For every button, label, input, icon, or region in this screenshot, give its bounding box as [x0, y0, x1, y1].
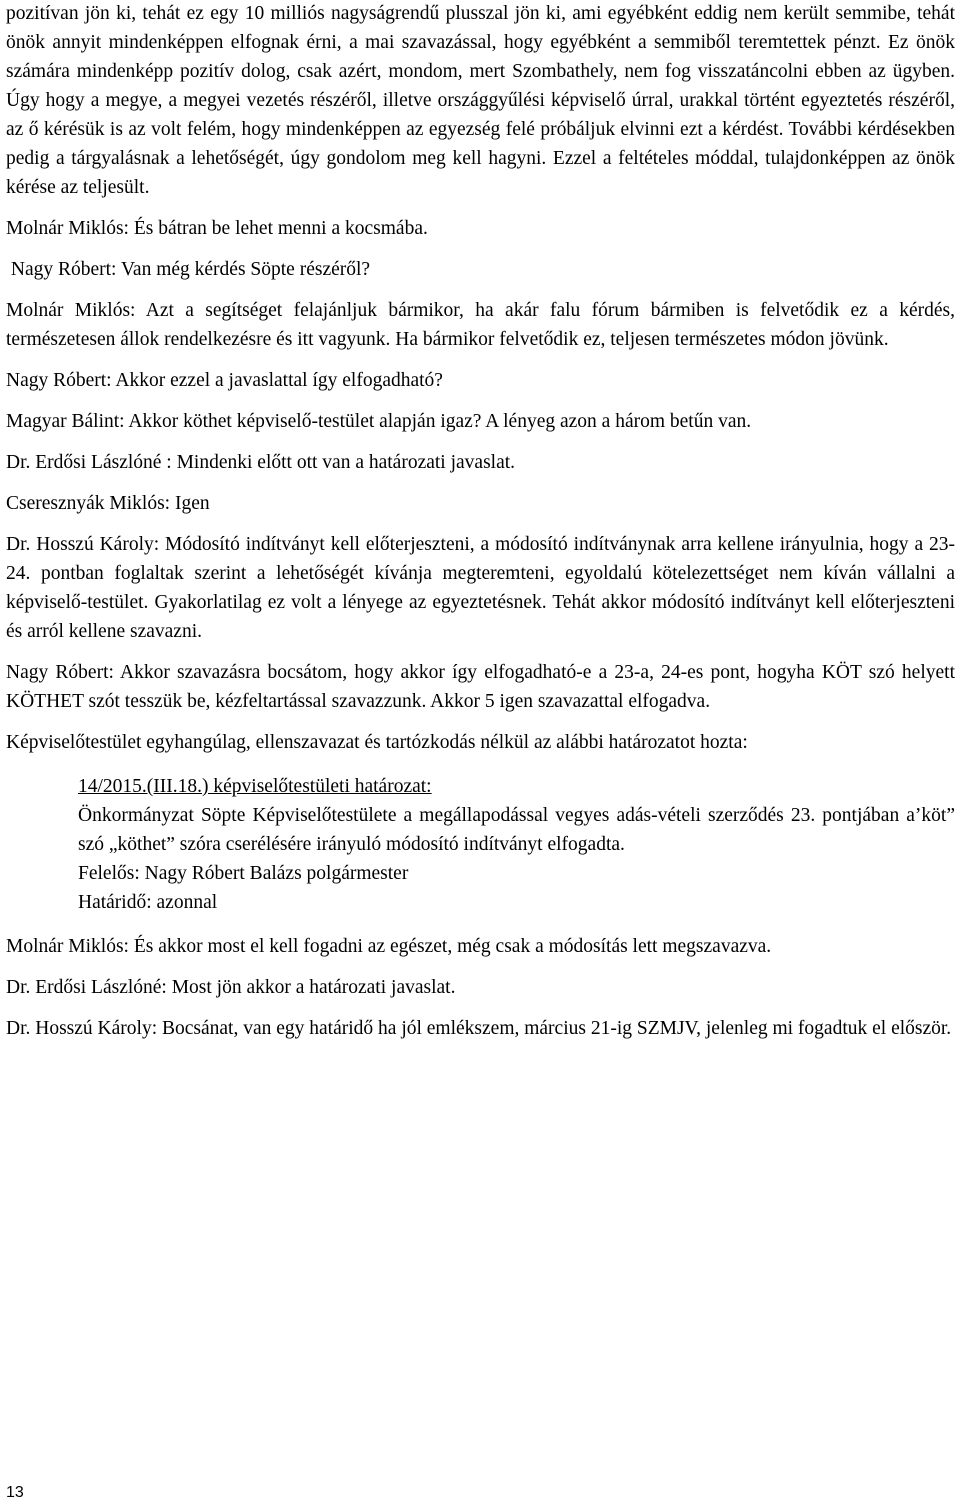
paragraph-molnar-egesz: Molnár Miklós: És akkor most el kell fogadni az egészet, még csak a módosítás lett megszavazva.	[6, 936, 772, 957]
paragraph-kepviselotestulet: Képviselőtestület egyhangúlag, ellenszavazat és tartózkodás nélkül az alábbi határozatot hozta:	[6, 732, 748, 753]
paragraph-molnar-segitseg: Molnár Miklós: Azt a segítséget felajánljuk bármikor, ha akár falu fórum bármiben is felvetődik ez a kérdés, természetesen állok rendelkezésre és itt vagyunk. Ha bármikor felvetődik ez, teljesen természetes módon jövünk.	[6, 300, 955, 350]
document-page	[6, 0, 955, 1043]
paragraph-intro: pozitívan jön ki, tehát ez egy 10 milliós nagyságrendű plusszal jön ki, ami egyébként eddig nem került semmibe, tehát önök annyit mindenképpen elfognak érni, a mai szavazással, hogy egyébként a semmiből teremtettek pénzt. Ez önök számára mindenképp pozitív dolog, csak azért, mondom, mert Szombathely, nem fog visszatáncolni ebben az ügyben. Úgy hogy a megye, a megyei vezetés részéről, illetve országgyűlési képviselő úrral, urakkal történt egyeztetés részéről, az ő kérésük is az volt felém, hogy mindenképpen az egyezség felé próbáljuk elvinni ezt a kérdést. További kérdésekben pedig a tárgyalásnak a lehetőségét, úgy gondolom meg kell hagyni. Ezzel a feltételes móddal, tulajdonképpen az önök kérése az teljesült.	[6, 3, 955, 198]
paragraph-hosszu-modosito: Dr. Hosszú Károly: Módosító indítványt kell előterjeszteni, a módosító indítványnak arra kellene irányulnia, hogy a 23-24. pontban foglaltak szerint a lehetőségét kívánja megteremteni, egyoldalú kötelezettséget nem kíván vállalni a képviselő-testület. Gyakorlatilag ez volt a lényege az egyeztetésnek. Tehát akkor módosító indítványt kell előterjeszteni és arról kellene szavazni.	[6, 534, 955, 642]
paragraph-nagy-kerdes: Nagy Róbert: Van még kérdés Söpte részéről?	[6, 259, 371, 280]
paragraph-hosszu-hatarido: Dr. Hosszú Károly: Bocsánat, van egy határidő ha jól emlékszem, március 21-ig SZMJV, jelenleg mi fogadtuk el először.	[6, 1018, 952, 1039]
paragraph-erdosi-javaslat: Dr. Erdősi Lászlóné : Mindenki előtt ott van a határozati javaslat.	[6, 452, 516, 473]
paragraph-magyar-kothet: Magyar Bálint: Akkor köthet képviselő-testület alapján igaz? A lényeg azon a három betűn van.	[6, 411, 752, 432]
resolution-responsible: Felelős: Nagy Róbert Balázs polgármester	[78, 863, 409, 884]
paragraph-nagy-javaslat: Nagy Róbert: Akkor ezzel a javaslattal így elfogadható?	[6, 370, 443, 391]
resolution-body: Önkormányzat Söpte Képviselőtestülete a megállapodással vegyes adás-vételi szerződés 23. pontjában a’köt” szó „köthet” szóra cserélésére irányuló módosító indítványt elfogadta.	[78, 805, 955, 855]
resolution-deadline: Határidő: azonnal	[78, 892, 218, 913]
resolution-title: 14/2015.(III.18.) képviselőtestületi határozat:	[78, 776, 432, 797]
paragraph-erdosi-most: Dr. Erdősi Lászlóné: Most jön akkor a határozati javaslat.	[6, 977, 456, 998]
paragraph-molnar-kocsma: Molnár Miklós: És bátran be lehet menni a kocsmába.	[6, 218, 428, 239]
paragraph-cseresznyak-igen: Cseresznyák Miklós: Igen	[6, 493, 210, 514]
paragraph-nagy-szavazas: Nagy Róbert: Akkor szavazásra bocsátom, hogy akkor így elfogadható-e a 23-a, 24-es pont, hogyha KÖT szó helyett KÖTHET szót tesszük be, kézfeltartással szavazzunk. Akkor 5 igen szavazattal elfogadva.	[6, 662, 955, 712]
page-number: 13	[6, 1484, 24, 1501]
resolution-block	[78, 772, 955, 917]
